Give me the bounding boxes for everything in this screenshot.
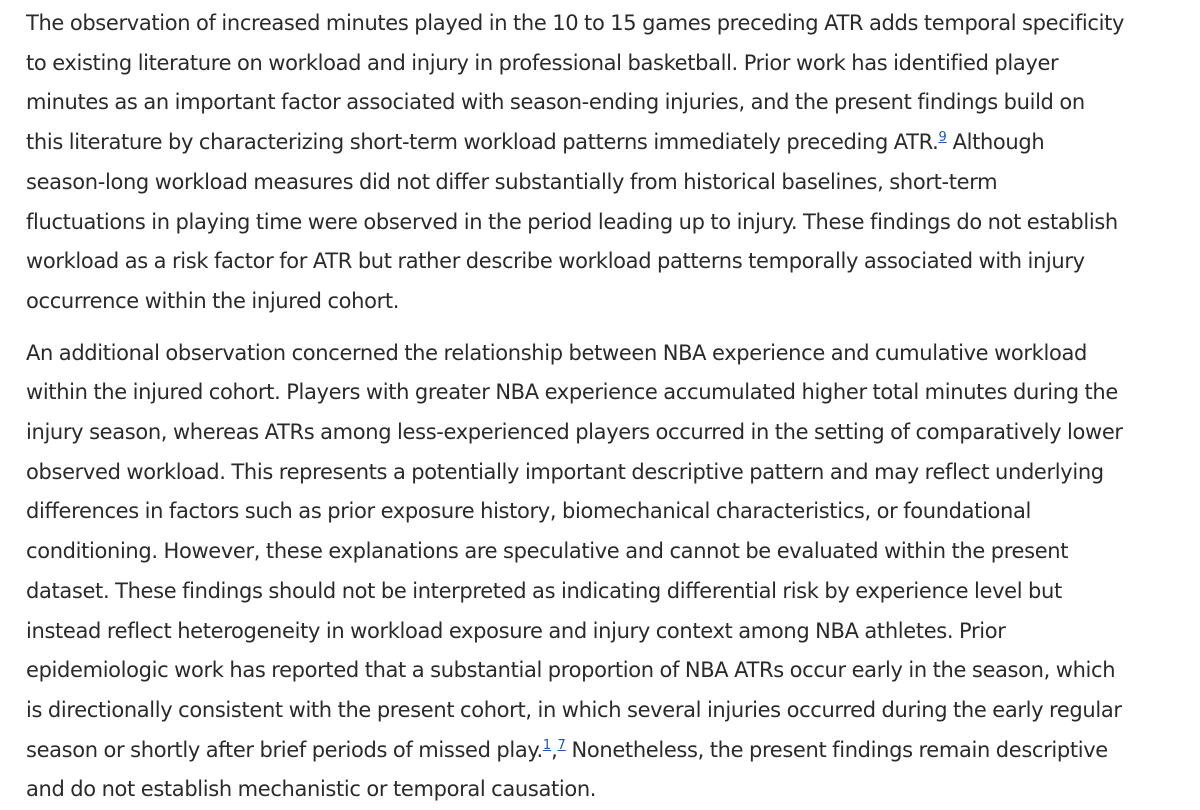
citation-link[interactable]: 1 xyxy=(542,737,552,753)
text-segment: Although xyxy=(946,130,1045,155)
text-line xyxy=(26,203,1176,243)
citation-link[interactable]: 7 xyxy=(557,737,566,753)
text-segment: observed workload. This represents a potentially important descriptive pattern and may reflect underlying xyxy=(26,459,1104,484)
text-segment: occurrence within the injured cohort. xyxy=(26,288,400,313)
text-segment: dataset. These findings should not be interpreted as indicating differential risk by experience level but xyxy=(26,578,1062,603)
text-segment: injury season, whereas ATRs among less-experienced players occurred in the setting of comparatively lower xyxy=(26,420,1123,445)
text-segment: and do not establish mechanistic or temporal causation. xyxy=(26,777,597,802)
text-line xyxy=(26,282,1176,322)
text-line xyxy=(26,4,1176,44)
text-segment: Nonetheless, the present findings remain descriptive xyxy=(565,737,1108,762)
text-segment: to existing literature on workload and injury in professional basketball. Prior work has identified player xyxy=(26,50,1059,75)
citation-link[interactable]: 9 xyxy=(938,130,947,146)
text-segment: , xyxy=(551,737,558,762)
text-line xyxy=(26,731,1176,771)
text-segment: conditioning. However, these explanations are speculative and cannot be evaluated within the present xyxy=(26,539,1069,564)
text-line xyxy=(26,163,1176,203)
text-line xyxy=(26,651,1176,691)
text-line xyxy=(26,770,1176,810)
text-segment: The observation of increased minutes played in the 10 to 15 games preceding ATR adds temporal specificity xyxy=(26,11,1125,35)
text-segment: differences in factors such as prior exposure history, biomechanical characteristics, or foundational xyxy=(26,499,1032,524)
text-line xyxy=(26,123,1176,163)
text-line xyxy=(26,612,1176,652)
paragraph xyxy=(26,334,1176,810)
text-line xyxy=(26,44,1176,84)
paragraph xyxy=(26,4,1176,322)
text-segment: within the injured cohort. Players with greater NBA experience accumulated higher total minutes during the xyxy=(26,380,1118,405)
text-line xyxy=(26,83,1176,123)
article-body xyxy=(26,4,1176,810)
text-line xyxy=(26,334,1176,374)
text-line xyxy=(26,572,1176,612)
text-line xyxy=(26,691,1176,731)
text-line xyxy=(26,532,1176,572)
text-line xyxy=(26,453,1176,493)
text-segment: is directionally consistent with the present cohort, in which several injuries occurred during the early regular xyxy=(26,697,1122,722)
text-segment: An additional observation concerned the relationship between NBA experience and cumulative workload xyxy=(26,340,1087,365)
text-segment: season-long workload measures did not differ substantially from historical baselines, short-term xyxy=(26,169,998,194)
text-segment: epidemiologic work has reported that a substantial proportion of NBA ATRs occur early in the season, which xyxy=(26,658,1116,683)
text-segment: fluctuations in playing time were observed in the period leading up to injury. These findings do not establish xyxy=(26,209,1118,234)
text-segment: minutes as an important factor associated with season-ending injuries, and the present findings build on xyxy=(26,90,1085,115)
text-segment: instead reflect heterogeneity in workload exposure and injury context among NBA athletes. Prior xyxy=(26,618,1006,643)
text-segment: this literature by characterizing short-term workload patterns immediately preceding ATR. xyxy=(26,130,939,155)
text-line xyxy=(26,413,1176,453)
text-segment: workload as a risk factor for ATR but rather describe workload patterns temporally associated with injury xyxy=(26,249,1085,274)
text-segment: season or shortly after brief periods of missed play. xyxy=(26,737,543,762)
text-line xyxy=(26,492,1176,532)
text-line xyxy=(26,373,1176,413)
text-line xyxy=(26,242,1176,282)
